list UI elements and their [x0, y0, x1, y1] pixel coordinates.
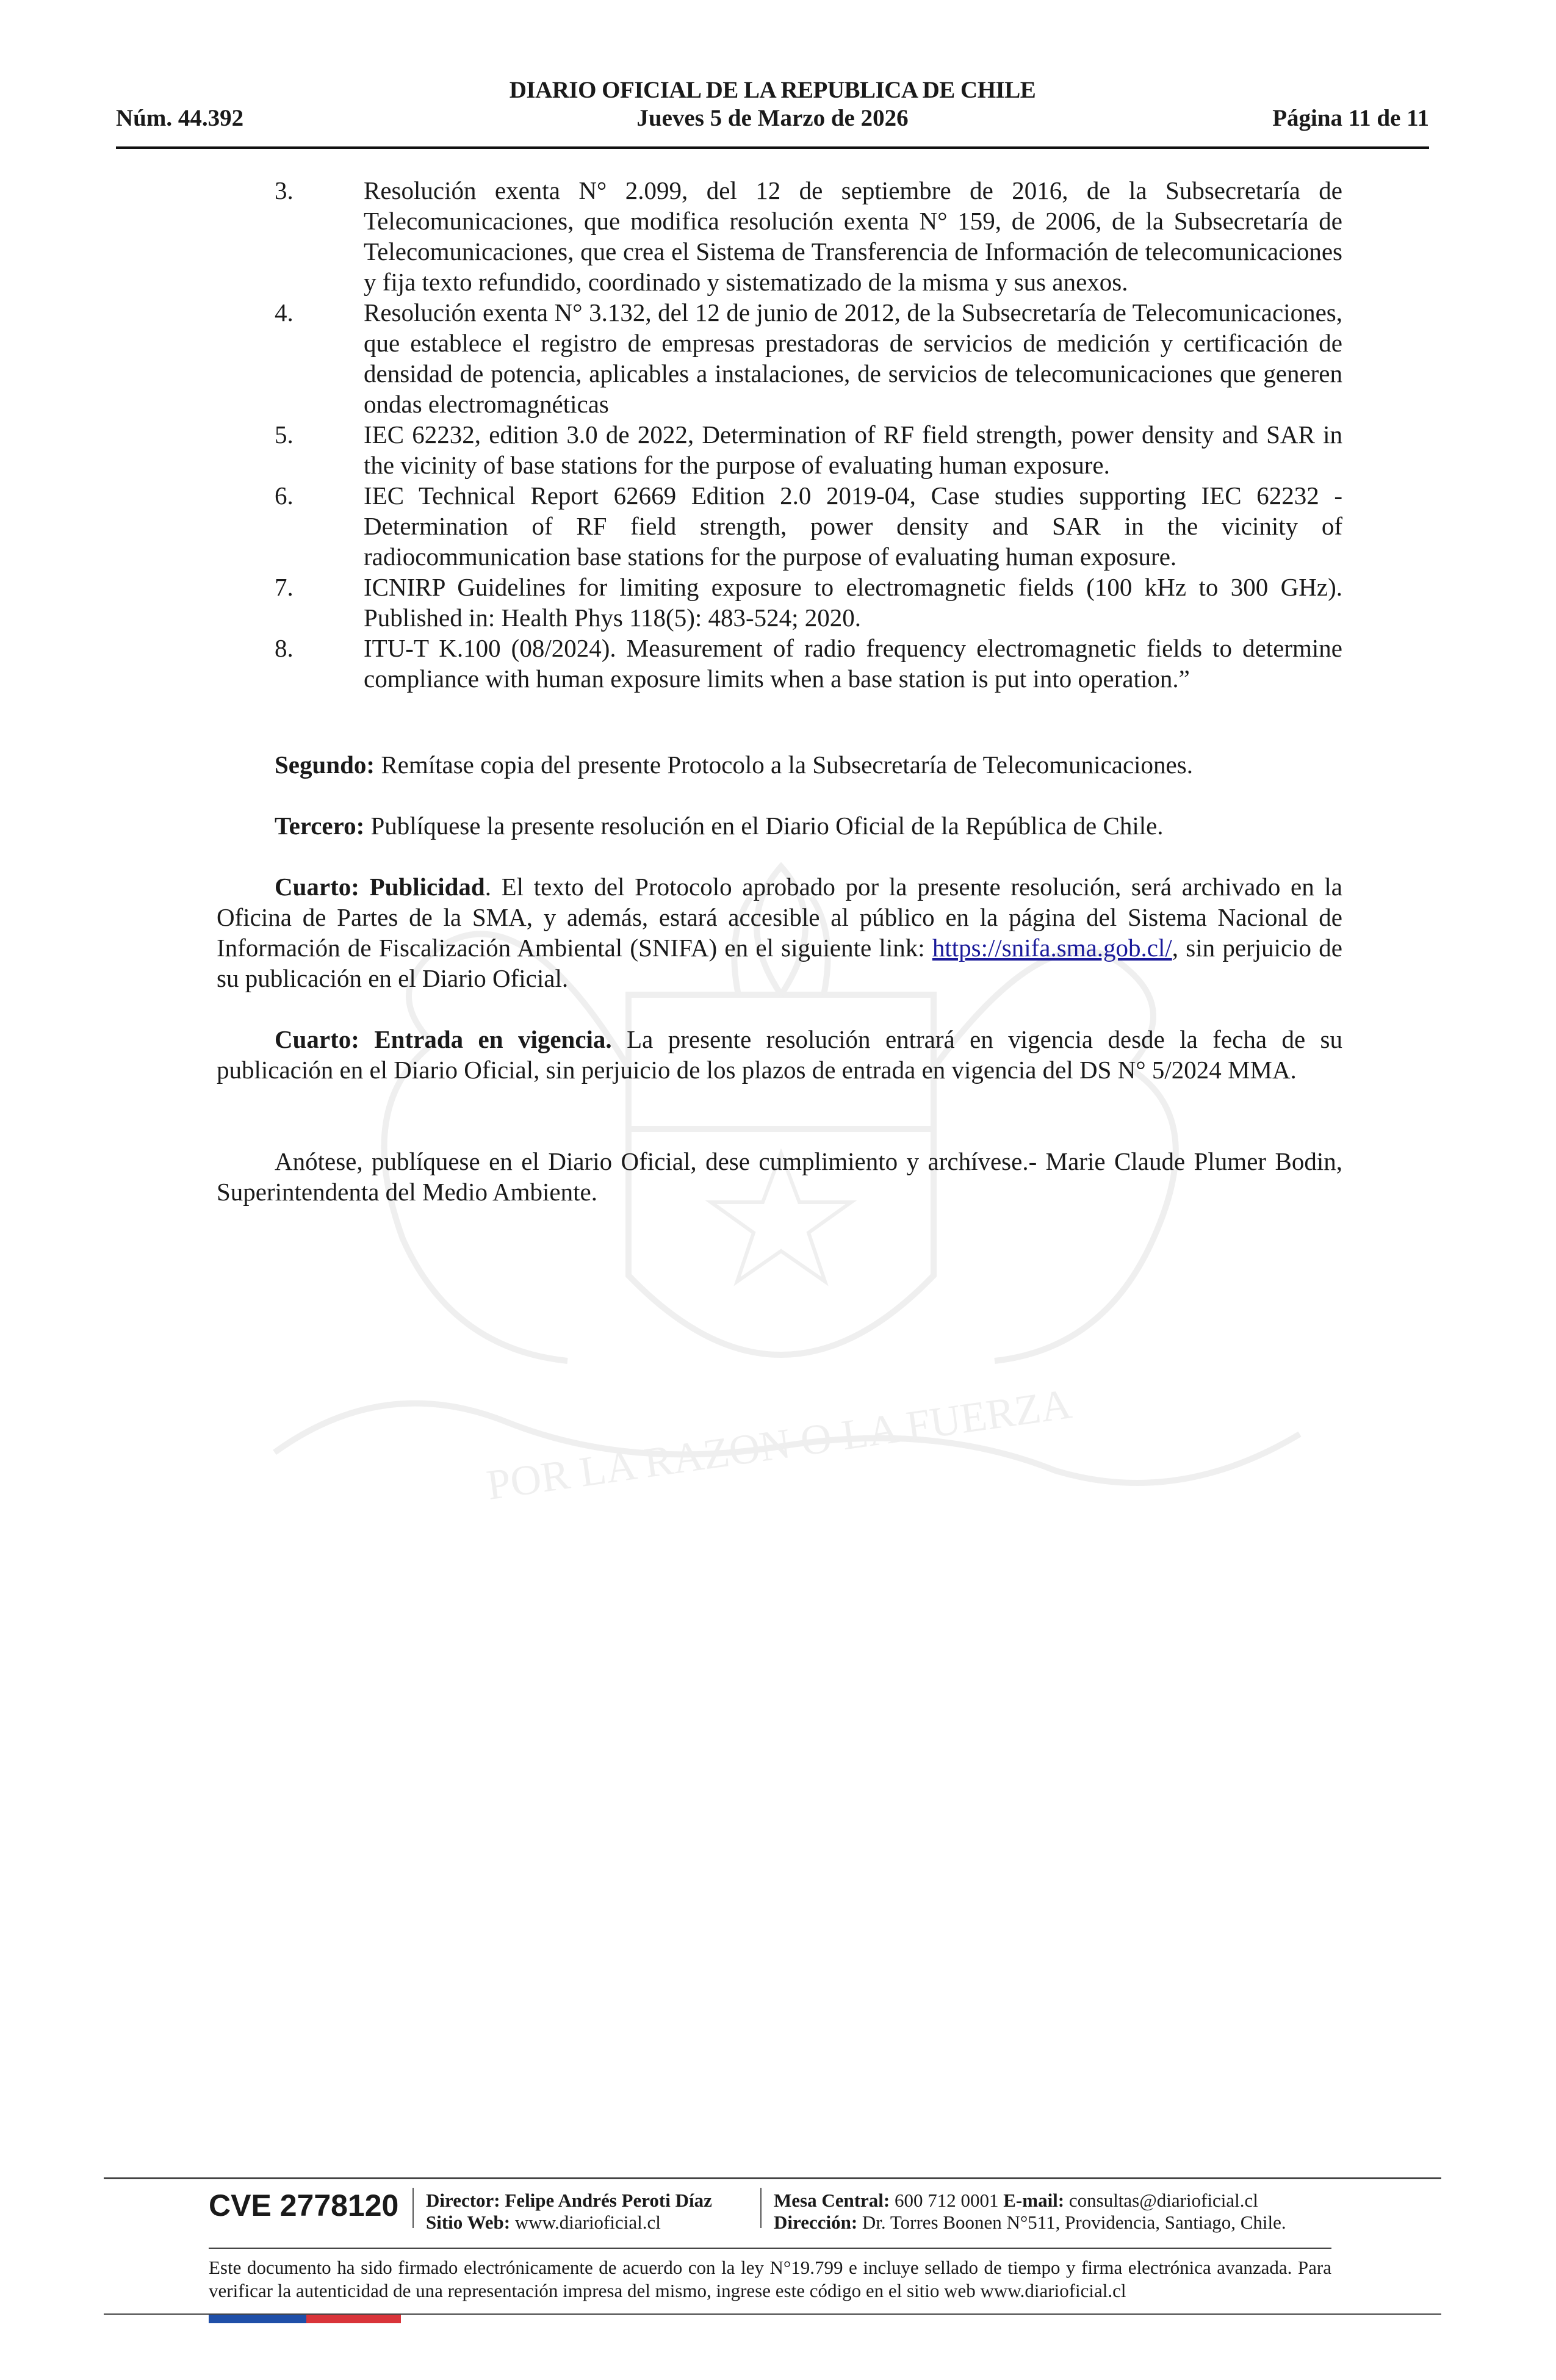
cve-code: CVE 2778120 — [209, 2188, 399, 2223]
cuarto-publicidad-paragraph — [217, 871, 1342, 993]
signature-notice: Este documento ha sido firmado electrónicamente de acuerdo con la ley N°19.799 e incluye sellado de tiempo y firma electrónica avanzada. Para verificar la autenticidad de una representación impresa del mismo, ingrese este código en el sitio web www.diarioficial.cl — [209, 2257, 1331, 2301]
director-label: Director: — [426, 2190, 500, 2211]
list-item-text: IEC Technical Report 62669 Edition 2.0 2019-04, Case studies supporting IEC 62232 - Determination of RF field strength, power density and SAR in the vicinity of radiocommunication base stations for the purpose of evaluating human exposure. — [364, 481, 1342, 571]
list-item-number: 3. — [275, 176, 294, 204]
footer-contact-block — [774, 2190, 1286, 2234]
segundo-label: Segundo: — [275, 751, 375, 779]
cuarto-publicidad-label: Cuarto: Publicidad — [275, 873, 485, 901]
footer-divider-middle — [209, 2248, 1331, 2249]
list-item-text: ITU-T K.100 (08/2024). Measurement of radio frequency electromagnetic fields to determine compliance with human exposure limits when a base station is put into operation.” — [364, 634, 1342, 693]
issue-number: Núm. 44.392 — [116, 105, 244, 131]
list-item-text: Resolución exenta N° 3.132, del 12 de junio de 2012, de la Subsecretaría de Telecomunicaciones, que establece el registro de empresas prestadoras de servicios de medición y certificación de densidad de potencia, aplicables a instalaciones, de servicios de telecomunicaciones que generen ondas electromagnéticas — [364, 298, 1342, 418]
web-label: Sitio Web: — [426, 2212, 511, 2233]
motto-text: POR LA RAZON O LA FUERZA — [483, 1380, 1075, 1510]
email-address[interactable]: consultas@diarioficial.cl — [1068, 2190, 1258, 2211]
issue-date: Jueves 5 de Marzo de 2026 — [636, 105, 909, 131]
list-item-text: IEC 62232, edition 3.0 de 2022, Determination of RF field strength, power density and SAR in the vicinity of base stations for the purpose of evaluating human exposure. — [364, 420, 1342, 479]
page-header — [116, 76, 1429, 149]
segundo-text: Remítase copia del presente Protocolo a la Subsecretaría de Telecomunicaciones. — [375, 751, 1193, 779]
tercero-paragraph — [217, 810, 1342, 841]
email-label: E-mail: — [1003, 2190, 1065, 2211]
list-item-number: 6. — [275, 481, 294, 510]
list-item — [275, 633, 1342, 694]
list-item-number: 7. — [275, 573, 294, 601]
snifa-link[interactable]: https://snifa.sma.gob.cl/ — [932, 934, 1172, 962]
director-name: Felipe Andrés Peroti Díaz — [505, 2190, 712, 2211]
address-text: Dr. Torres Boonen N°511, Providencia, Santiago, Chile. — [862, 2212, 1286, 2233]
address-label: Dirección: — [774, 2212, 858, 2233]
segundo-paragraph — [217, 749, 1342, 780]
web-address[interactable]: www.diarioficial.cl — [514, 2212, 661, 2233]
cuarto-publicidad-after: , sin perjuicio de su publicación en el Diario Oficial. — [217, 934, 1342, 992]
newspaper-title: DIARIO OFICIAL DE LA REPUBLICA DE CHILE — [509, 77, 1036, 103]
cuarto-vigencia-text: La presente resolución entrará en vigencia desde la fecha de su publicación en el Diario Oficial, sin perjuicio de los plazos de entrada en vigencia del DS N° 5/2024 MMA. — [217, 1025, 1343, 1084]
tercero-text: Publíquese la presente resolución en el Diario Oficial de la República de Chile. — [364, 812, 1164, 840]
list-item — [275, 480, 1342, 572]
flag-bar-blue — [209, 2315, 306, 2323]
list-item-number: 4. — [275, 298, 294, 326]
list-item-text: Resolución exenta N° 2.099, del 12 de septiembre de 2016, de la Subsecretaría de Telecomunicaciones, que modifica resolución exenta N° 159, de 2006, de la Subsecretaría de Telecomunicaciones, que crea el Sistema de Transferencia de Información de telecomunicaciones y fija texto refundido, coordinado y sistematizado de la misma y sus anexos. — [364, 176, 1342, 296]
footer-separator — [412, 2188, 414, 2228]
list-item — [275, 297, 1342, 419]
mesa-label: Mesa Central: — [774, 2190, 890, 2211]
page-number: Página 11 de 11 — [1272, 105, 1429, 131]
list-item — [275, 419, 1342, 480]
list-item-text: ICNIRP Guidelines for limiting exposure to electromagnetic fields (100 kHz to 300 GHz). Published in: Health Phys 118(5): 483-524; 2020. — [364, 573, 1342, 632]
footer-divider-top — [104, 2177, 1441, 2179]
footer-director-block — [426, 2190, 712, 2234]
list-item-number: 8. — [275, 634, 294, 662]
cuarto-publicidad-text: . El texto del Protocolo aprobado por la presente resolución, será archivado en la Oficina de Partes de la SMA, y además, estará accesible al público en la página del Sistema Nacional de Información de Fiscalización Ambiental (SNIFA) en el siguiente link: — [217, 873, 1342, 962]
reference-list — [275, 175, 1342, 694]
closing-paragraph — [217, 1146, 1342, 1207]
cuarto-vigencia-label: Cuarto: Entrada en vigencia. — [275, 1025, 612, 1053]
mesa-phone: 600 712 0001 — [895, 2190, 999, 2211]
flag-bar-red — [306, 2315, 401, 2323]
footer-separator — [760, 2188, 762, 2228]
closing-text: Anótese, publíquese en el Diario Oficial, dese cumplimiento y archívese.- Marie Claude Plumer Bodin, Superintendenta del Medio Ambiente. — [217, 1147, 1342, 1206]
tercero-label: Tercero: — [275, 812, 365, 840]
list-item — [275, 572, 1342, 633]
list-item-number: 5. — [275, 420, 294, 449]
cuarto-vigencia-paragraph — [217, 1024, 1342, 1085]
list-item — [275, 175, 1342, 297]
